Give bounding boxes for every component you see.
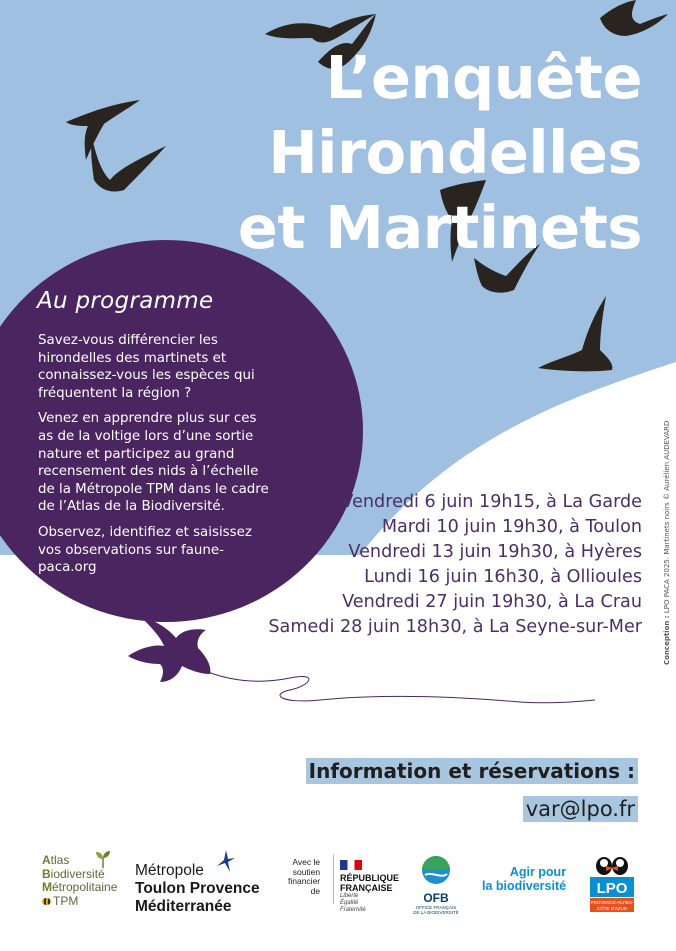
atlas-cap-2: B	[42, 866, 51, 881]
programme-paragraph-2: Venez en apprendre plus sur ces as de la voltige lors d’une sortie nature et participez au grand recensement des nids à l’échelle de la Métropole TPM dans le cadre de l’Atlas de la Biodiversité.	[38, 411, 269, 515]
logo-agir-biodiversite	[482, 865, 566, 893]
atlas-rest-2: iodiversité	[50, 866, 105, 881]
title-line-2: Hirondelles	[268, 118, 642, 187]
atlas-rest-1: tlas	[50, 853, 70, 867]
atlas-rest-3: étropolitaine	[52, 880, 118, 894]
partner-logos	[0, 840, 676, 940]
soutien-line-4: de	[310, 885, 321, 896]
event-date-item: Lundi 16 juin 16h30, à Ollioules	[364, 567, 642, 587]
rf-motto-3: Fraternité	[340, 907, 366, 913]
photo-credit	[663, 421, 671, 665]
logo-lpo	[586, 850, 638, 914]
title-line-3: et Martinets	[237, 193, 642, 262]
programme-heading: Au programme	[37, 288, 214, 314]
ofb-name: OFB	[423, 891, 449, 905]
soutien-line-1: Avec le	[292, 857, 321, 867]
logo-metropole-tpm	[135, 862, 260, 916]
logo-atlas-biodiversite	[42, 854, 117, 908]
soutien-line-3: financier	[288, 876, 321, 886]
logo-divider	[333, 854, 334, 904]
atlas-cap-3: M	[42, 880, 52, 894]
logo-ofb	[413, 855, 459, 915]
rf-motto-2: Égalité	[340, 900, 359, 906]
rf-motto-1: Liberté	[340, 893, 359, 899]
title-line-1: L’enquête	[325, 43, 642, 112]
tpm-line-1: Métropole	[135, 862, 204, 879]
atlas-cap-1: A	[42, 853, 51, 867]
agir-line-2: la biodiversité	[482, 879, 567, 893]
financial-support-label	[288, 858, 320, 896]
programme-body	[38, 332, 273, 585]
event-date-item: Samedi 28 juin 18h30, à La Seyne-sur-Mer	[268, 617, 642, 637]
sprout-icon	[94, 850, 112, 868]
info-title: Information et réservations :	[306, 758, 638, 784]
event-date-item: Vendredi 27 juin 19h30, à La Crau	[342, 592, 642, 612]
event-dates-list	[268, 490, 642, 640]
lpo-name: LPO	[596, 880, 628, 897]
agir-line-1: Agir pour	[509, 865, 567, 879]
credit-text: LPO PACA 2025. Martinets noirs © Aurélien AUDEVARD	[663, 420, 671, 614]
ofb-emblem-icon	[421, 855, 451, 885]
tpm-line-3: Méditerranée	[135, 898, 232, 915]
contact-email-link[interactable]: var@lpo.fr	[523, 796, 638, 822]
puffin-icon	[596, 857, 628, 875]
dove-string	[208, 672, 595, 703]
ofb-sub-1: OFFICE FRANÇAIS	[415, 905, 457, 910]
event-date-item: Mardi 10 juin 19h30, à Toulon	[381, 517, 642, 537]
atlas-line-4: TPM	[53, 893, 79, 908]
bee-icon	[42, 898, 51, 905]
rf-line-2: FRANÇAISE	[340, 883, 393, 893]
lpo-sub-2: CÔTE D’AZUR	[596, 906, 628, 911]
credit-label: Conception :	[663, 615, 671, 665]
event-date-item: Vendredi 6 juin 19h15, à La Garde	[341, 492, 642, 512]
star-icon	[217, 850, 235, 872]
rf-line-1: RÉPUBLIQUE	[340, 873, 400, 883]
tpm-line-2: Toulon Provence	[135, 880, 260, 897]
event-date-item: Vendredi 13 juin 19h30, à Hyères	[348, 542, 642, 562]
french-flag-icon	[340, 860, 362, 870]
logo-republique-francaise	[340, 860, 399, 914]
lpo-sub-1: PROVENCE-ALPES-	[590, 900, 634, 905]
ofb-sub-2: DE LA BIODIVERSITÉ	[413, 910, 459, 915]
programme-paragraph-1: Savez-vous différencier les hirondelles des martinets et connaissez-vous les espèces qui fréquentent la région ?	[38, 333, 255, 401]
page-title	[238, 40, 642, 265]
soutien-line-2: soutien	[292, 866, 321, 877]
dove-icon	[128, 616, 210, 682]
programme-paragraph-3: Observez, identifiez et saisissez vos observations sur faune-paca.org	[38, 524, 252, 576]
